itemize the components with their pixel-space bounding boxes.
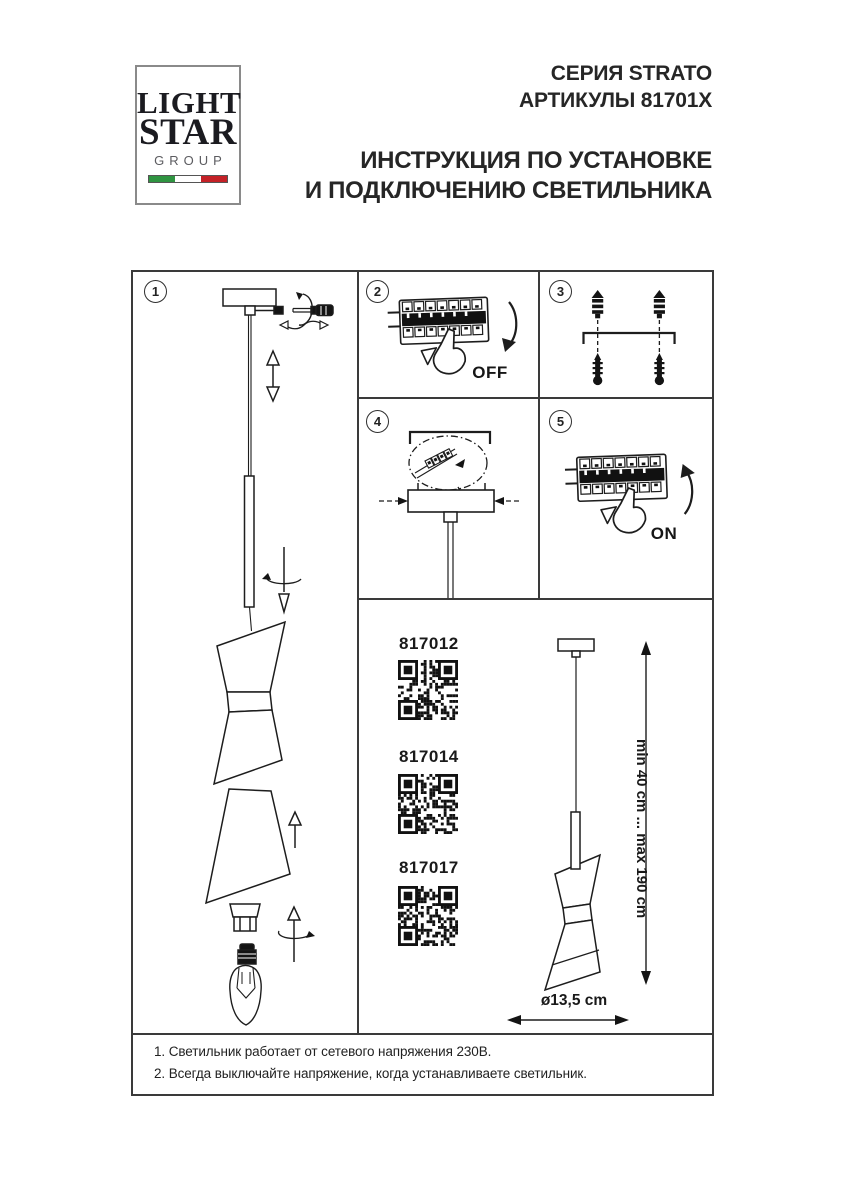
step1-panel-assembly: [133, 272, 359, 1033]
step4-badge: 4: [366, 410, 389, 433]
height-adjust-arrow: [267, 351, 279, 401]
lightstar-logo: [135, 65, 241, 205]
instruction-title-line1: ИНСТРУКЦИЯ ПО УСТАНОВКЕ: [360, 147, 712, 174]
diameter-label: ø13,5 cm: [540, 992, 608, 1009]
header-title-block: [232, 60, 712, 206]
step5-panel-power-on: [540, 399, 712, 600]
on-label: ON: [650, 524, 678, 543]
insert-up-arrow: [289, 812, 301, 848]
step2-badge: 2: [366, 280, 389, 303]
pendant-exploded-diagram: [133, 272, 357, 1033]
logo-word-light: LIGHT: [137, 85, 242, 120]
article-817014-label: 817014: [399, 747, 459, 766]
candle-bulb-icon: [230, 944, 261, 1025]
anchor-icons: [592, 290, 666, 318]
detail-balloon: [409, 436, 487, 490]
rotate-bulb-arrow: [278, 907, 315, 962]
products-panel: [359, 600, 712, 1033]
pendant-dimensions-diagram: [359, 600, 712, 1033]
off-label: OFF: [472, 363, 508, 382]
step3-badge: 3: [549, 280, 572, 303]
instruction-title: [232, 146, 712, 206]
instruction-title-line2: И ПОДКЛЮЧЕНИЮ СВЕТИЛЬНИКА: [304, 177, 712, 204]
flag-white: [175, 176, 201, 182]
series-title: СЕРИЯ STRATO: [550, 62, 712, 85]
rotate-insert-arrow: [262, 547, 301, 612]
logo-word-group: GROUP: [154, 153, 227, 168]
off-arrow: [502, 338, 516, 352]
article-817017-label: 817017: [399, 858, 459, 877]
flag-green: [149, 176, 175, 182]
step4-panel-canopy: [359, 399, 540, 600]
footnotes-box: [131, 1033, 714, 1096]
terminal-block-detail: [415, 449, 465, 478]
footnote-1: 1. Светильник работает от сетевого напряжения 230В.: [154, 1044, 492, 1059]
step5-badge: 5: [549, 410, 572, 433]
footnote-2: 2. Всегда выключайте напряжение, когда устанавливаете светильник.: [154, 1066, 587, 1081]
article-817012-label: 817012: [399, 634, 459, 653]
height-range-label: min 40 cm ... max 190 cm: [633, 739, 650, 919]
articles-title: АРТИКУЛЫ 81701X: [519, 89, 712, 112]
step3-panel-mounting: [540, 272, 712, 399]
step2-panel-power-off: [359, 272, 540, 399]
diagram-frame: [131, 270, 714, 1035]
diameter-dimension-line: [507, 1015, 629, 1025]
italian-flag-stripe: [148, 175, 228, 183]
flag-red: [201, 176, 227, 182]
step1-badge: 1: [144, 280, 167, 303]
logo-word-star: STAR: [139, 112, 237, 153]
screwdriver-icon: [293, 305, 333, 316]
screw-icons: [593, 353, 665, 385]
